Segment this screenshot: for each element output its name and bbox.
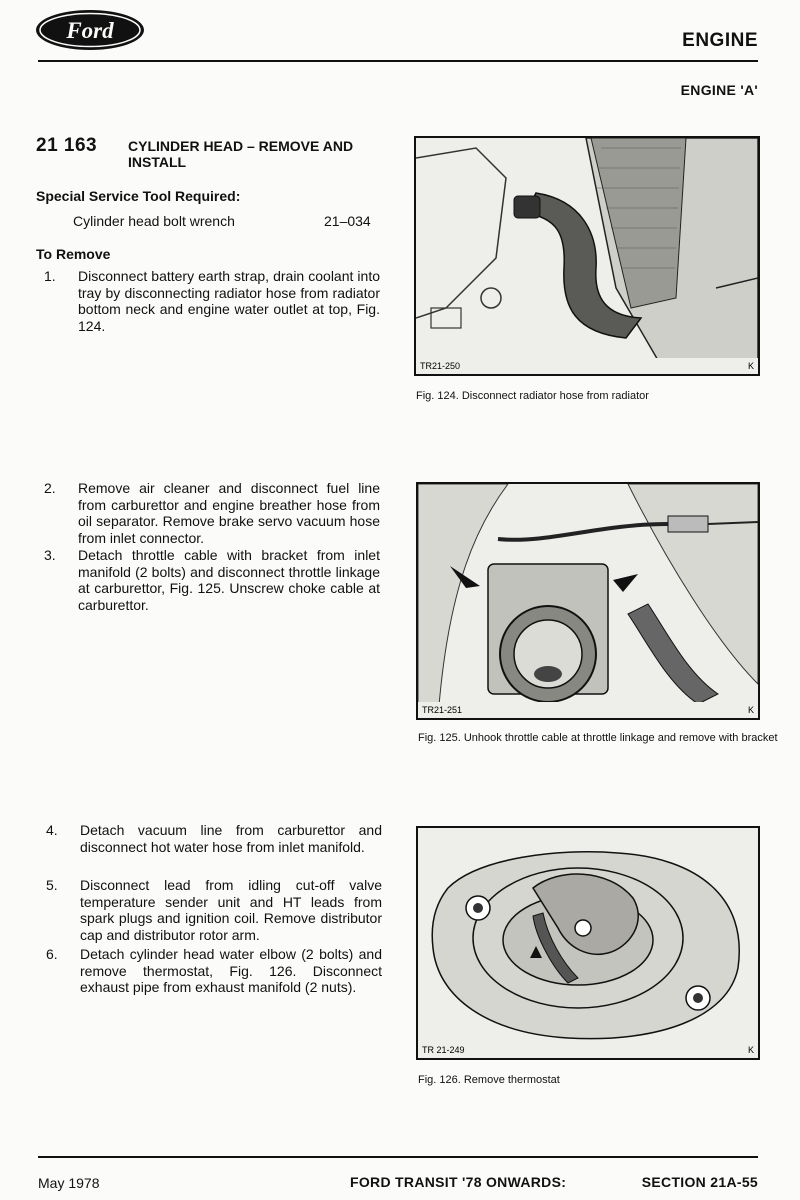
step-number: 6. (46, 946, 58, 962)
step-number: 2. (44, 480, 56, 496)
figure-124-radiator-hose (414, 136, 760, 376)
step-number: 1. (44, 268, 56, 284)
footer-rule (38, 1156, 758, 1158)
special-tool-heading: Special Service Tool Required: (36, 188, 241, 204)
step-text: Detach vacuum line from carburettor and disconnect hot water hose from inlet manifold. (80, 822, 382, 855)
footer-publication: FORD TRANSIT '78 ONWARDS: (350, 1174, 567, 1190)
special-tool-number: 21–034 (324, 213, 371, 229)
page-header-title: ENGINE (682, 30, 758, 51)
radiator-hose-illustration (416, 138, 758, 374)
section-title: CYLINDER HEAD – REMOVE AND INSTALL (128, 138, 354, 170)
special-tool-name: Cylinder head bolt wrench (73, 213, 235, 229)
throttle-cable-illustration (418, 484, 758, 718)
header-rule (38, 60, 758, 62)
step-text: Detach cylinder head water elbow (2 bolts) and remove thermostat, Fig. 126. Disconnect exhaust pipe from exhaust manifold (2 nuts). (80, 946, 382, 995)
figure-ref: TR21-251 (422, 705, 463, 715)
figure-corner-mark: K (748, 705, 755, 715)
thermostat-illustration (418, 828, 758, 1058)
figure-caption: Fig. 124. Disconnect radiator hose from radiator (416, 390, 649, 402)
step-text: Remove air cleaner and disconnect fuel line from carburettor and engine breather hose from oil separator. Remove brake servo vacuum hose from inlet connector. (78, 480, 380, 546)
step-text: Disconnect battery earth strap, drain coolant into tray by disconnecting radiator hose from radiator bottom neck and engine water outlet at top, Fig. 124. (78, 268, 380, 334)
figure-corner-mark: K (748, 361, 755, 371)
step-text: Detach throttle cable with bracket from inlet manifold (2 bolts) and disconnect throttle linkage at carburettor, Fig. 125. Unscrew choke cable at carburettor. (78, 547, 380, 613)
ford-logo-text: Ford (66, 18, 114, 43)
figure-caption: Fig. 126. Remove thermostat (418, 1074, 560, 1086)
footer-section: SECTION 21A-55 (641, 1174, 758, 1190)
figure-corner-mark: K (748, 1045, 755, 1055)
step-text: Disconnect lead from idling cut-off valve temperature sender unit and HT leads from spark plugs and ignition coil. Remove distributor cap and distributor rotor arm. (80, 877, 382, 943)
figure-ref: TR 21-249 (422, 1045, 465, 1055)
figure-125-throttle-cable (416, 482, 760, 720)
footer-date: May 1978 (38, 1175, 100, 1191)
page-subheader: ENGINE 'A' (680, 82, 758, 98)
step-number: 4. (46, 822, 58, 838)
figure-ref: TR21-250 (420, 361, 461, 371)
figure-126-thermostat (416, 826, 760, 1060)
figure-caption: Fig. 125. Unhook throttle cable at throttle linkage and remove with bracket (418, 732, 778, 744)
step-number: 5. (46, 877, 58, 893)
ford-logo (34, 8, 146, 52)
step-number: 3. (44, 547, 56, 563)
section-number: 21 163 (36, 135, 98, 156)
to-remove-heading: To Remove (36, 246, 111, 262)
